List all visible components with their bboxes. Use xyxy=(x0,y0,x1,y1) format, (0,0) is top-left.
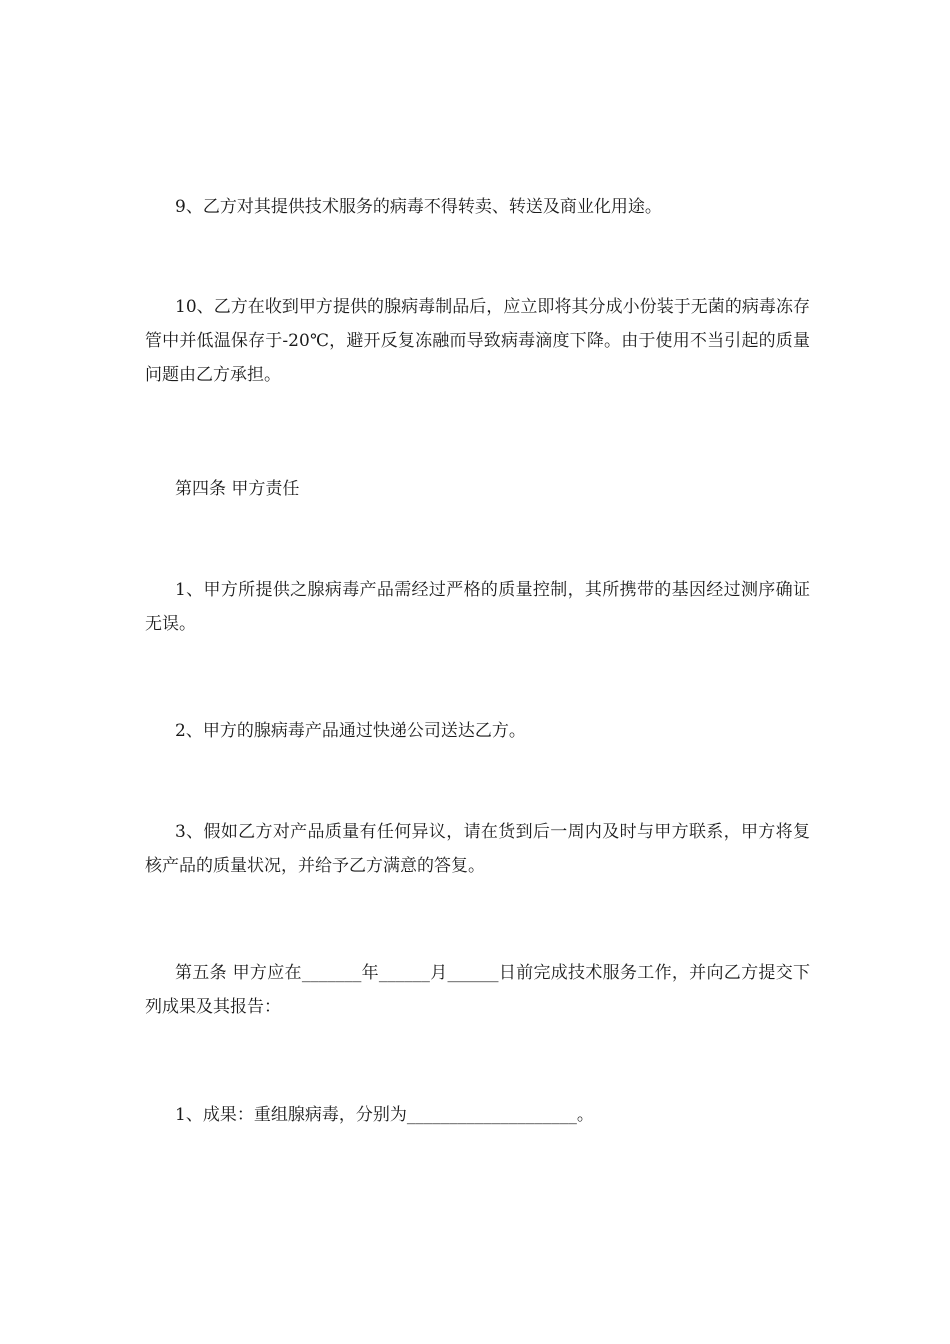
article-4-heading: 第四条 甲方责任 xyxy=(175,479,300,499)
article-4-item-1: 1、甲方所提供之腺病毒产品需经过严格的质量控制，其所携带的基因经过测序确证无误。 xyxy=(145,580,810,634)
article-4-item-2: 2、甲方的腺病毒产品通过快递公司送达乙方。 xyxy=(175,721,526,741)
clause-item-10: 10、乙方在收到甲方提供的腺病毒制品后，应立即将其分成小份装于无菌的病毒冻存管中并低温保存于-20℃，避开反复冻融而导致病毒滴度下降。由于使用不当引起的质量问题由乙方承担。 xyxy=(145,297,810,385)
article-4-item-3: 3、假如乙方对产品质量有任何异议，请在货到后一周内及时与甲方联系，甲方将复核产品的质量状况，并给予乙方满意的答复。 xyxy=(145,822,810,876)
clause-item-9: 9、乙方对其提供技术服务的病毒不得转卖、转送及商业化用途。 xyxy=(175,197,662,217)
article-5-item-1: 1、成果：重组腺病毒，分别为____________________。 xyxy=(175,1105,594,1125)
article-5-paragraph: 第五条 甲方应在_______年______月______日前完成技术服务工作，并向乙方提交下列成果及其报告： xyxy=(145,963,810,1017)
